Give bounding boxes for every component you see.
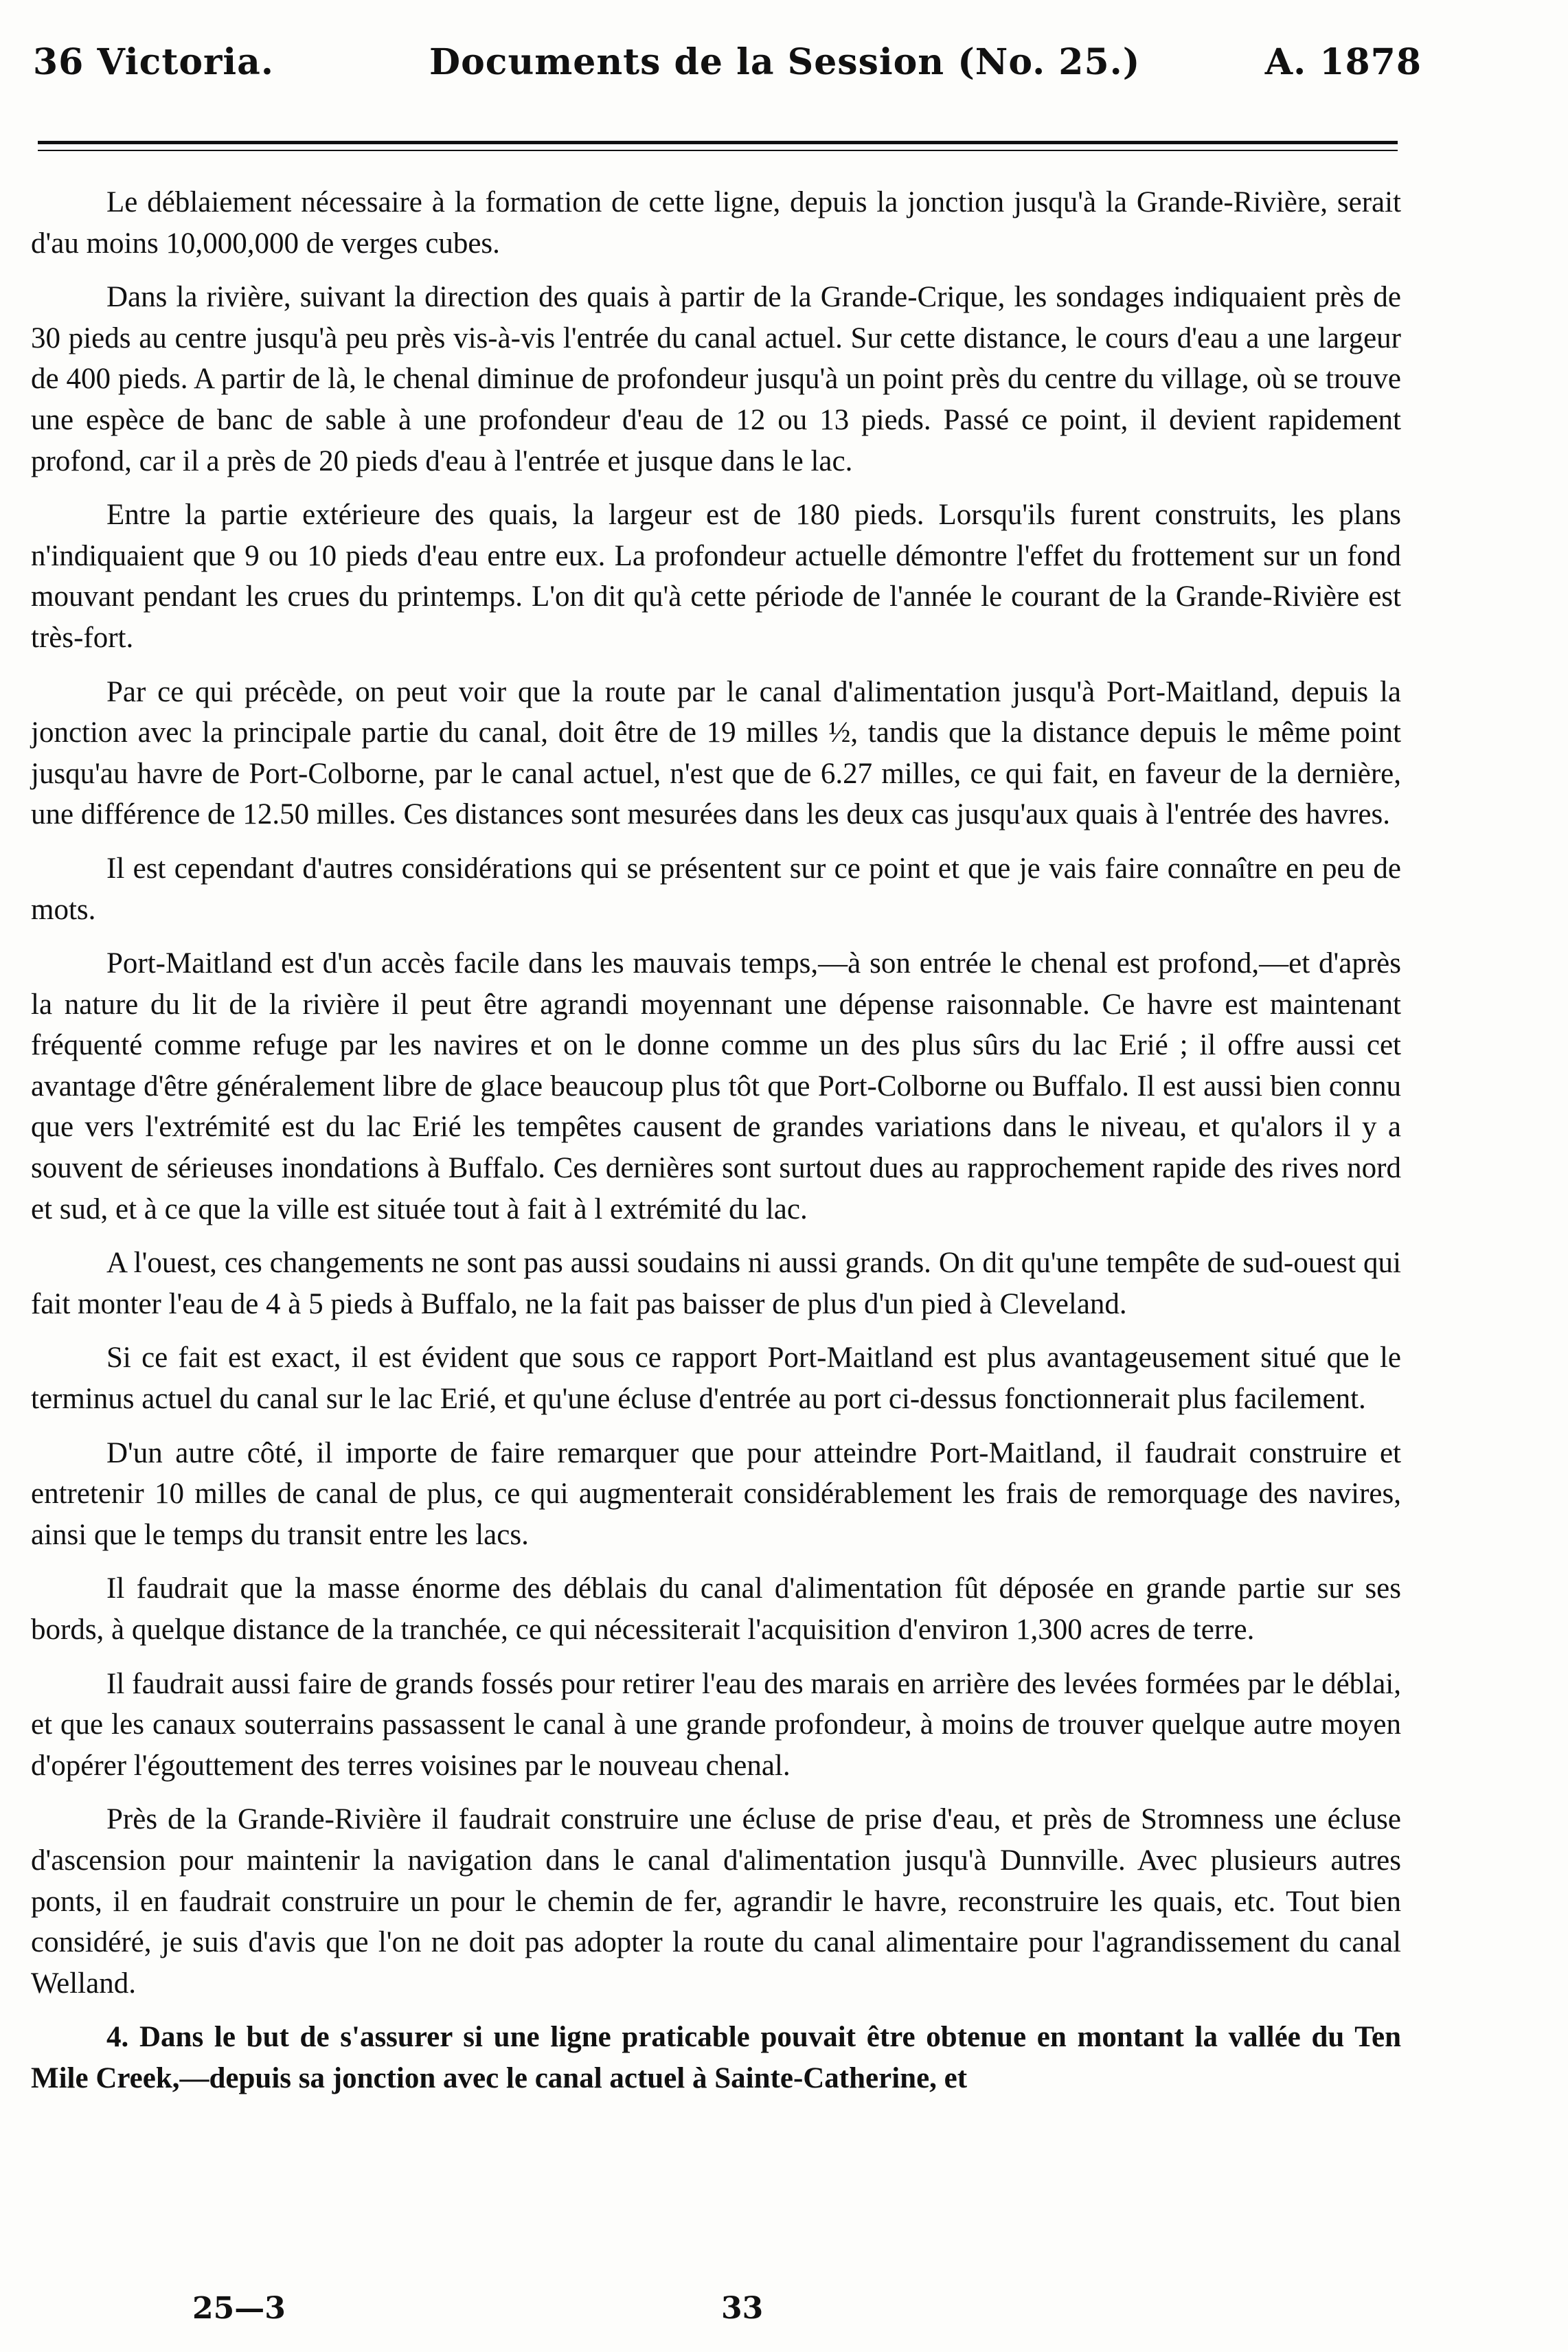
- paragraph: Port-Maitland est d'un accès facile dans les mauvais temps,—à son entrée le chenal est profond,—et d'après la nature du lit de la rivière il peut être agrandi moyennant une dépense raisonnable. Ce havre est maintenant fréquenté comme refuge par les navires et on le donne comme un des plus sûrs du lac Erié ; il offre aussi cet avantage d'être généralement libre de glace beaucoup plus tôt que Port-Colborne ou Buffalo. Il est aussi bien connu que vers l'extrémité est du lac Erié les tempêtes causent de grandes variations dans le niveau, et qu'alors il y a souvent de sérieuses inondations à Buffalo. Ces dernières sont surtout dues au rapprochement rapide des rives nord et sud, et à ce que la ville est située tout à fait à l extrémité du lac.: [31, 947, 1401, 1225]
- header-year: A. 1878: [1264, 41, 1422, 83]
- paragraph: Entre la partie extérieure des quais, la largeur est de 180 pieds. Lorsqu'ils furent construits, les plans n'indiquaient que 9 ou 10 pieds d'eau entre eux. La profondeur actuelle démontre l'effet du frottement sur un fond mouvant pendant les crues du printemps. L'on dit qu'à cette période de l'année le courant de la Grande-Rivière est très-fort.: [31, 499, 1401, 654]
- paragraph: Il faudrait aussi faire de grands fossés pour retirer l'eau des marais en arrière des levées formées par le déblai, et que les canaux souterrains passassent le canal à une grande profondeur, à moins de trouver quelque autre moyen d'opérer l'égouttement des terres voisines par le nouveau chenal.: [31, 1667, 1401, 1782]
- header-rule-thick: [38, 141, 1398, 144]
- running-header: [27, 41, 1422, 103]
- paragraph: A l'ouest, ces changements ne sont pas aussi soudains ni aussi grands. On dit qu'une tempête de sud-ouest qui fait monter l'eau de 4 à 5 pieds à Buffalo, ne la fait pas baisser de plus d'un pied à Cleveland.: [31, 1247, 1401, 1320]
- paragraph: Il faudrait que la masse énorme des déblais du canal d'alimentation fût déposée en grande partie sur ses bords, à quelque distance de la tranchée, ce qui nécessiterait l'acquisition d'environ 1,300 acres de terre.: [31, 1572, 1401, 1646]
- header-rule-thin: [38, 150, 1398, 151]
- signature-mark: 25—3: [192, 2291, 286, 2326]
- paragraph: Par ce qui précède, on peut voir que la route par le canal d'alimentation jusqu'à Port-Maitland, depuis la jonction avec la principale partie du canal, doit être de 19 milles ½, tandis que la distance depuis le même point jusqu'au havre de Port-Colborne, par le canal actuel, n'est que de 6.27 milles, ce qui fait, en faveur de la dernière, une différence de 12.50 milles. Ces distances sont mesurées dans les deux cas jusqu'aux quais à l'entrée des havres.: [31, 675, 1401, 831]
- paragraph: Le déblaiement nécessaire à la formation de cette ligne, depuis la jonction jusqu'à la Grande-Rivière, serait d'au moins 10,000,000 de verges cubes.: [31, 186, 1401, 260]
- paragraph: Dans la rivière, suivant la direction des quais à partir de la Grande-Crique, les sondages indiquaient près de 30 pieds au centre jusqu'à peu près vis-à-vis l'entrée du canal actuel. Sur cette distance, le cours d'eau a une largeur de 400 pieds. A partir de là, le chenal diminue de profondeur jusqu'à un point près du centre du village, où se trouve une espèce de banc de sable à une profondeur d'eau de 12 ou 13 pieds. Passé ce point, il devient rapidement profond, car il a près de 20 pieds d'eau à l'entrée et jusque dans le lac.: [31, 281, 1401, 477]
- paragraph: Si ce fait est exact, il est évident que sous ce rapport Port-Maitland est plus avantageusement situé que le terminus actuel du canal sur le lac Erié, et qu'une écluse d'entrée au port ci-dessus fonctionnerait plus facilement.: [31, 1342, 1401, 1416]
- header-volume: 36 Victoria.: [33, 41, 274, 83]
- paragraph: D'un autre côté, il importe de faire remarquer que pour atteindre Port-Maitland, il faudrait construire et entretenir 10 milles de canal de plus, ce qui augmenterait considérablement les frais de remorquage des navires, ainsi que le temps du transit entre les lacs.: [31, 1436, 1401, 1551]
- paragraph-numbered: 4. Dans le but de s'assurer si une ligne praticable pouvait être obtenue en montant la vallée du Ten Mile Creek,—depuis sa jonction avec le canal actuel à Sainte-Catherine, et: [31, 2021, 1401, 2094]
- paragraph: Il est cependant d'autres considérations qui se présentent sur ce point et que je vais faire connaître en peu de mots.: [31, 852, 1401, 926]
- page-footer: [192, 2291, 810, 2339]
- body-text: [31, 182, 1401, 2112]
- paragraph: Près de la Grande-Rivière il faudrait construire une écluse de prise d'eau, et près de Stromness une écluse d'ascension pour maintenir la navigation dans le canal d'alimentation jusqu'à Dunnville. Avec plusieurs autres ponts, il en faudrait construire un pour le chemin de fer, agrandir le havre, reconstruire les quais, etc. Tout bien considéré, je suis d'avis que l'on ne doit pas adopter la route du canal alimentaire pour l'agrandissement du canal Welland.: [31, 1803, 1401, 2000]
- header-title: Documents de la Session (No. 25.): [429, 41, 1141, 83]
- page-number: 33: [721, 2291, 764, 2326]
